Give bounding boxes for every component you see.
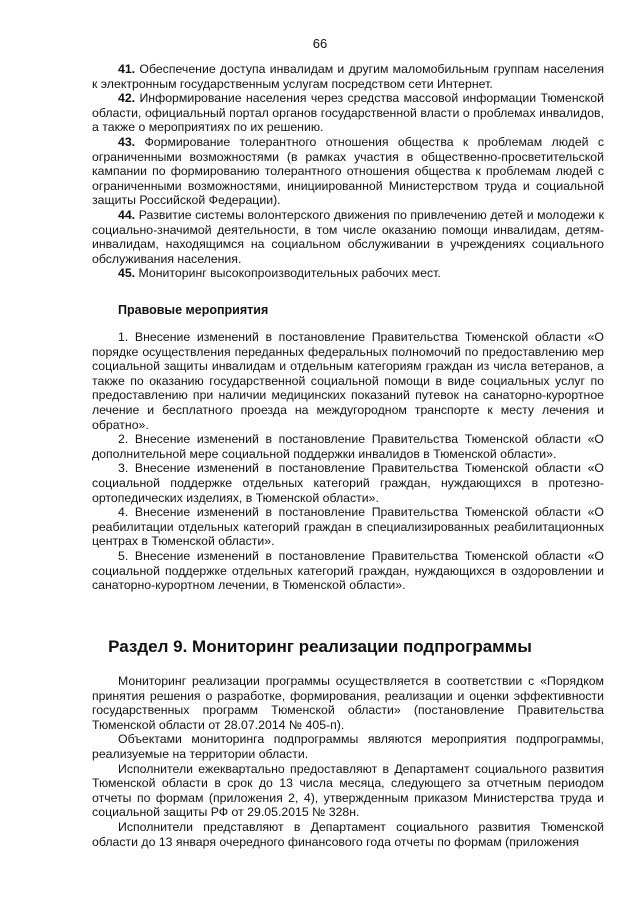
measure-item <box>92 208 604 266</box>
paragraph: Мониторинг реализации программы осуществляется в соответствии с «Порядком принятия решения о разработке, формирования, реализации и оценки эффективности государственных программ Тюменской области» (постановление Правительства Тюменской области от 28.07.2014 № 405-п). <box>92 674 604 732</box>
measures-list <box>92 62 604 281</box>
legal-measures-heading: Правовые мероприятия <box>118 303 269 317</box>
measure-text: Обеспечение доступа инвалидам и другим маломобильным группам населения к электронным государственным услугам посредством сети Интернет. <box>92 62 604 91</box>
page-number: 66 <box>312 36 328 51</box>
measure-number: 42. <box>118 91 136 106</box>
measure-text: Мониторинг высокопроизводительных рабочих мест. <box>138 266 441 281</box>
measure-number: 44. <box>118 207 136 222</box>
measure-item <box>92 135 604 208</box>
measure-item <box>92 62 604 91</box>
legal-item: 3. Внесение изменений в постановление Правительства Тюменской области «О социальной поддержке отдельных категорий граждан, нуждающихся в протезно-ортопедических изделиях, в Тюменской области». <box>92 461 604 505</box>
paragraph: Объектами мониторинга подпрограммы являются мероприятия подпрограммы, реализуемые на территории области. <box>92 732 604 761</box>
measure-number: 45. <box>118 266 136 281</box>
measure-text: Развитие системы волонтерского движения по привлечению детей и молодежи к социально-значимой деятельности, в том числе оказанию помощи инвалидам, детям-инвалидам, находящимся на социальном обслуживании в учреждениях социального обслуживания населения. <box>92 207 605 266</box>
measure-item <box>92 91 604 135</box>
measure-text: Формирование толерантного отношения общества к проблемам людей с ограниченными возможностями (в рамках участия в общественно-просветительской кампании по формированию толерантного отношения общества к проблемам людей с ограниченными возможностями, инициированной Министерством труда и социальной защиты Российской Федерации). <box>92 134 604 208</box>
paragraph: Исполнители ежеквартально предоставляют в Департамент социального развития Тюменской области в срок до 13 числа месяца, следующего за отчетным периодом отчеты по формам (приложения 2, 4), утвержденным приказом Министерства труда и социальной защиты РФ от 29.05.2015 № 328н. <box>92 761 604 820</box>
legal-item: 4. Внесение изменений в постановление Правительства Тюменской области «О реабилитации отдельных категорий граждан в специализированных реабилитационных центрах в Тюменской области». <box>92 505 604 549</box>
measure-number: 41. <box>118 62 136 76</box>
measure-text: Информирование населения через средства массовой информации Тюменской области, официальный портал органов государственной власти о проблемах инвалидов, а также о мероприятиях по их решению. <box>92 91 605 135</box>
section-heading: Раздел 9. Мониторинг реализации подпрограммы <box>108 637 532 656</box>
paragraph: Исполнители представляют в Департамент социального развития Тюменской области до 13 января очередного финансового года отчеты по формам (приложения <box>92 819 604 849</box>
legal-measures-list <box>92 330 604 593</box>
legal-item: 5. Внесение изменений в постановление Правительства Тюменской области «О социальной поддержке отдельных категорий граждан, нуждающихся в оздоровлении и санаторно-курортном лечении, в Тюменской области». <box>92 548 604 593</box>
legal-item: 1. Внесение изменений в постановление Правительства Тюменской области «О порядке осуществления переданных федеральных полномочий по предоставлению мер социальной защиты инвалидам и отдельным категориям граждан из числа ветеранов, а также по оказанию государственной социальной помощи в виде социальных услуг по предоставлению при наличии медицинских показаний путевок на санаторно-курортное лечение и бесплатного проезда на междугородном транспорте к месту лечения и обратно». <box>92 330 604 432</box>
measure-number: 43. <box>118 134 136 149</box>
legal-item: 2. Внесение изменений в постановление Правительства Тюменской области «О дополнительной мере социальной поддержки инвалидов в Тюменской области». <box>92 432 604 461</box>
measure-item <box>92 266 604 281</box>
monitoring-section-body <box>92 674 604 849</box>
